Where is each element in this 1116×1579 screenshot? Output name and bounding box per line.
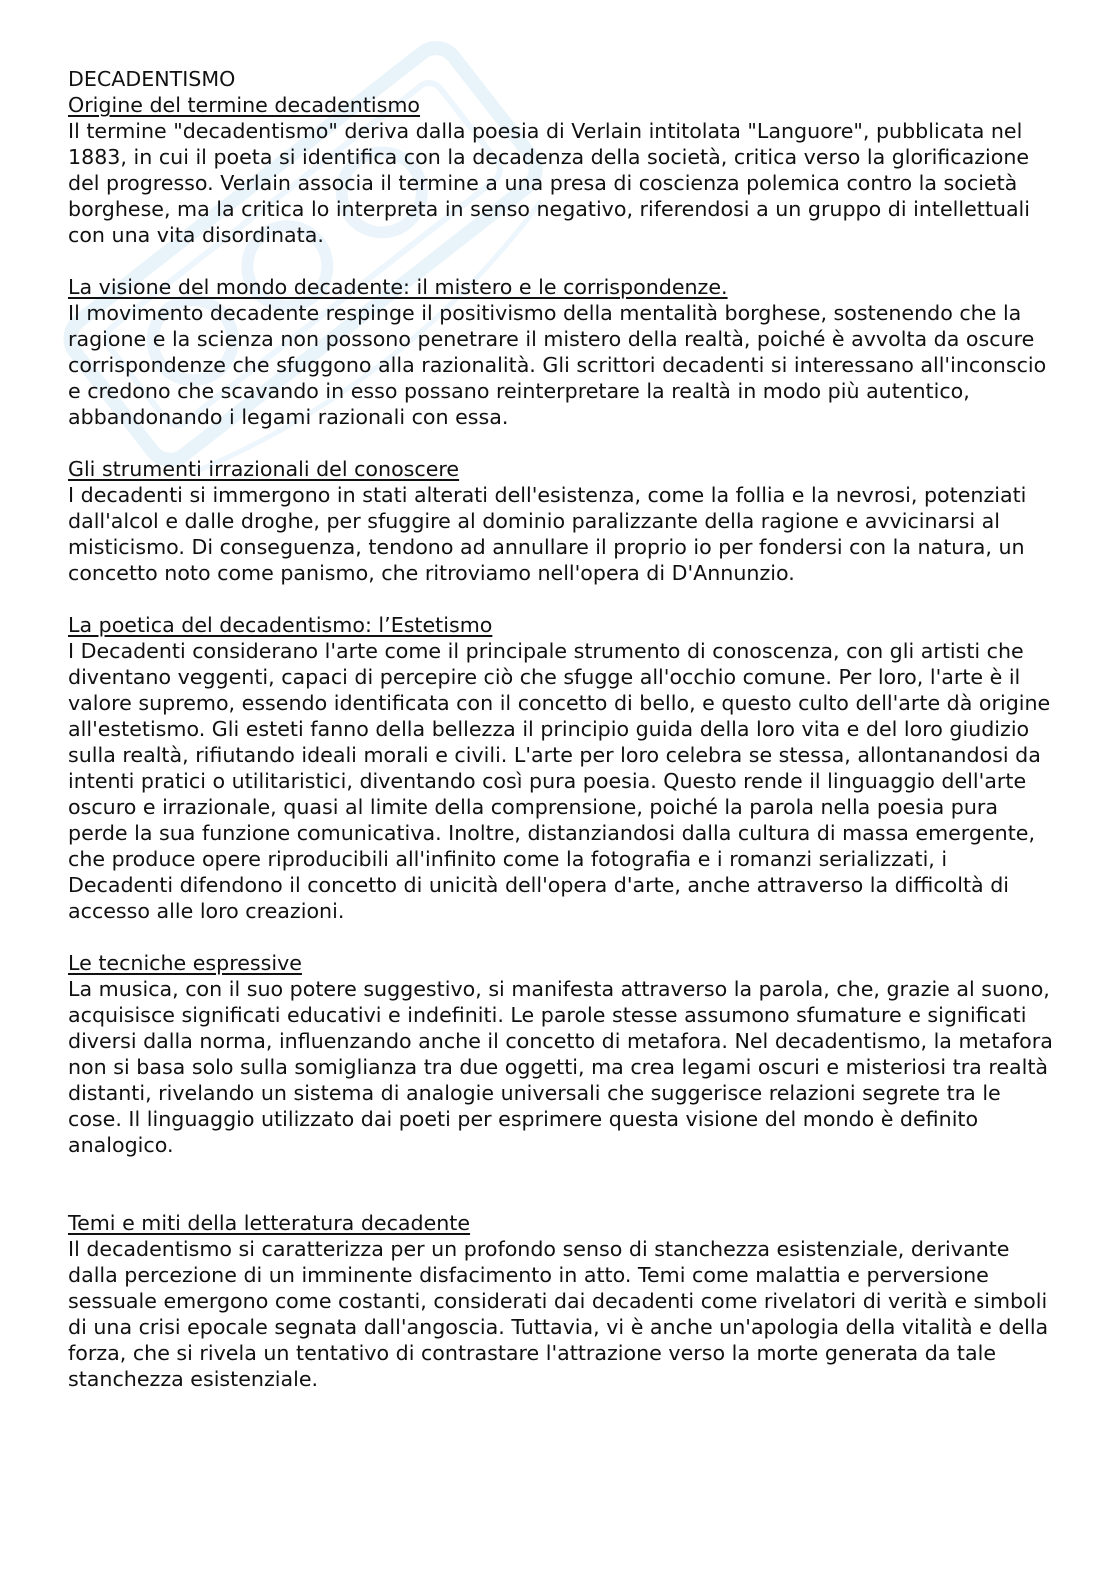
- section-strumenti: [68, 456, 1058, 586]
- section-body: I Decadenti considerano l'arte come il principale strumento di conoscenza, con gli artisti che diventano veggenti, capaci di percepire ciò che sfugge all'occhio comune. Per loro, l'arte è il valore supremo, essendo identificata con il concetto di bello, e questo culto dell'arte dà origine all'estetismo. Gli esteti fanno della bellezza il principio guida della loro vita e del loro giudizio sulla realtà, rifiutando ideali morali e civili. L'arte per loro celebra se stessa, allontanandosi da intenti pratici o utilitaristici, diventando così pura poesia. Questo rende il linguaggio dell'arte oscuro e irrazionale, quasi al limite della comprensione, poiché la parola nella poesia pura perde la sua funzione comunicativa. Inoltre, distanziandosi dalla cultura di massa emergente, che produce opere riproducibili all'infinito come la fotografia e i romanzi serializzati, i Decadenti difendono il concetto di unicità dell'opera d'arte, anche attraverso la difficoltà di accesso alle loro creazioni.: [68, 639, 1051, 923]
- section-visione: [68, 274, 1058, 430]
- section-body: Il termine "decadentismo" deriva dalla poesia di Verlain intitolata "Languore", pubblicata nel 1883, in cui il poeta si identifica con la decadenza della società, critica verso la glorificazione del progresso. Verlain associa il termine a una presa di coscienza polemica contro la società borghese, ma la critica lo interpreta in senso negativo, riferendosi a un gruppo di intellettuali con una vita disordinata.: [68, 119, 1031, 247]
- section-poetica: [68, 612, 1058, 924]
- section-heading: Gli strumenti irrazionali del conoscere: [68, 457, 460, 481]
- document-page: [68, 66, 1058, 1418]
- section-heading: La visione del mondo decadente: il mistero e le corrispondenze.: [68, 275, 728, 299]
- section-heading: Origine del termine decadentismo: [68, 93, 421, 117]
- section-body: La musica, con il suo potere suggestivo, si manifesta attraverso la parola, che, grazie al suono, acquisisce significati educativi e indefiniti. Le parole stesse assumono sfumature e significati diversi dalla norma, influenzando anche il concetto di metafora. Nel decadentismo, la metafora non si basa solo sulla somiglianza tra due oggetti, ma crea legami oscuri e misteriosi tra realtà distanti, rivelando un sistema di analogie universali che suggerisce relazioni segrete tra le cose. Il linguaggio utilizzato dai poeti per esprimere questa visione del mondo è definito analogico.: [68, 977, 1053, 1157]
- document-title: DECADENTISMO: [68, 67, 236, 91]
- section-body: Il decadentismo si caratterizza per un profondo senso di stanchezza esistenziale, derivante dalla percezione di un imminente disfacimento in atto. Temi come malattia e perversione sessuale emergono come costanti, considerati dai decadenti come rivelatori di verità e simboli di una crisi epocale segnata dall'angoscia. Tuttavia, vi è anche un'apologia della vitalità e della forza, che si rivela un tentativo di contrastare l'attrazione verso la morte generata da tale stanchezza esistenziale.: [68, 1237, 1049, 1391]
- section-body: I decadenti si immergono in stati alterati dell'esistenza, come la follia e la nevrosi, potenziati dall'alcol e dalle droghe, per sfuggire al dominio paralizzante della ragione e avvicinarsi al misticismo. Di conseguenza, tendono ad annullare il proprio io per fondersi con la natura, un concetto noto come panismo, che ritroviamo nell'opera di D'Annunzio.: [68, 483, 1027, 585]
- section-body: Il movimento decadente respinge il positivismo della mentalità borghese, sostenendo che la ragione e la scienza non possono penetrare il mistero della realtà, poiché è avvolta da oscure corrispondenze che sfuggono alla razionalità. Gli scrittori decadenti si interessano all'inconscio e credono che scavando in esso possano reinterpretare la realtà in modo più autentico, abbandonando i legami razionali con essa.: [68, 301, 1047, 429]
- section-heading: Le tecniche espressive: [68, 951, 302, 975]
- section-temi: [68, 1210, 1058, 1392]
- section-heading: La poetica del decadentismo: l’Estetismo: [68, 613, 493, 637]
- section-origine: [68, 92, 1058, 248]
- section-heading: Temi e miti della letteratura decadente: [68, 1211, 471, 1235]
- section-tecniche: [68, 950, 1058, 1158]
